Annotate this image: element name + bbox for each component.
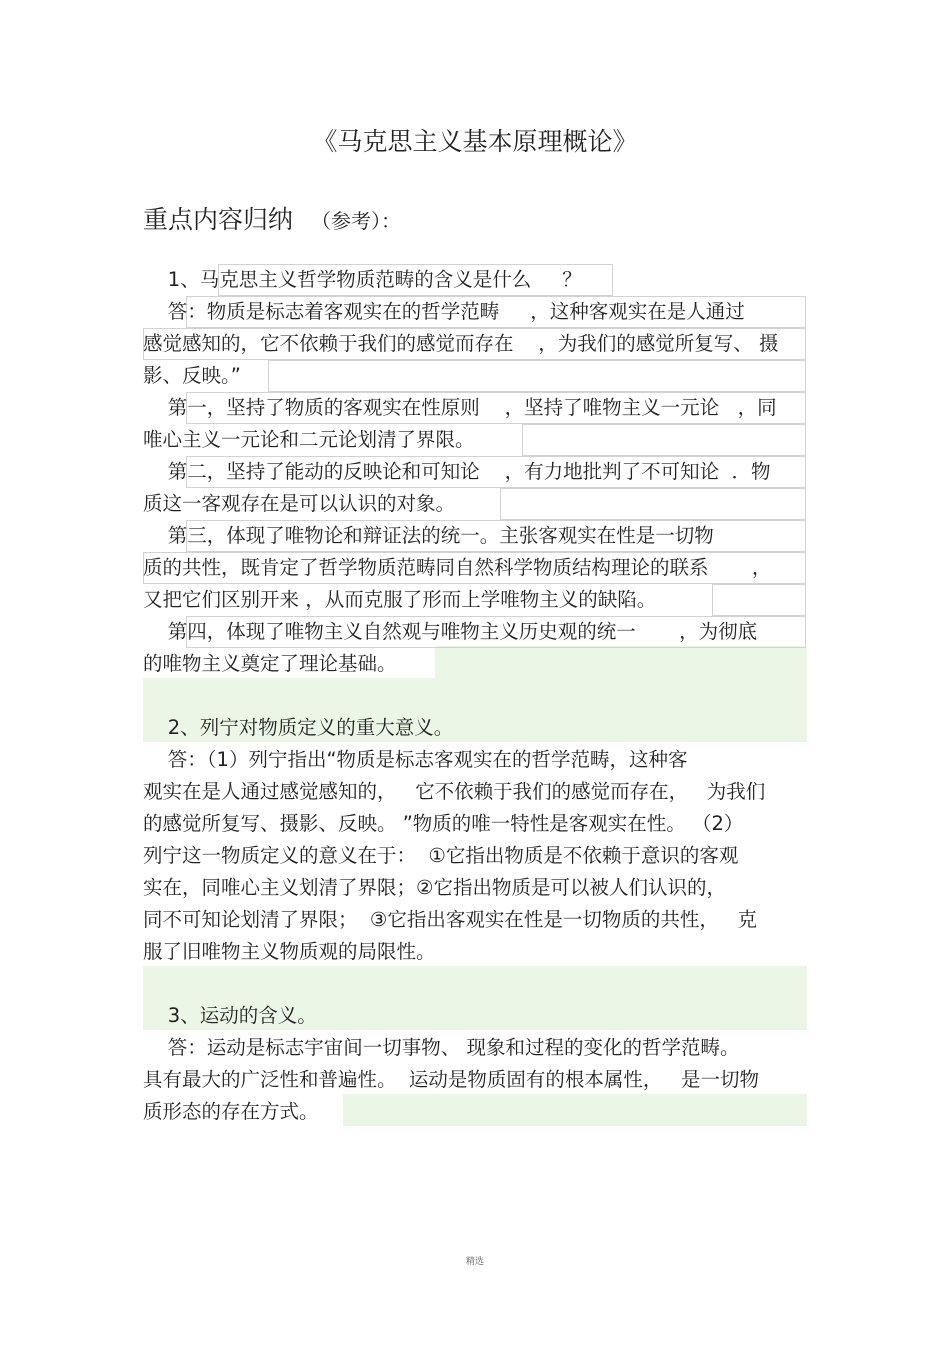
section-heading-main: 重点内容归纳: [143, 205, 294, 234]
text-line: 答：（1）列宁指出“物质是标志客观实在的哲学范畴，这种客: [143, 748, 688, 771]
text-line: 服了旧唯物主义物质观的局限性。: [143, 940, 436, 963]
text-line: 质的共性，既肯定了哲学物质范畴同自然科学物质结构理论的联系 ，: [143, 556, 772, 579]
text-line: 1、马克思主义哲学物质范畴的含义是什么 ？: [143, 268, 582, 291]
text-line: 第三，体现了唯物论和辩证法的统一。主张客观实在性是一切物: [143, 524, 714, 547]
text-line: 质形态的存在方式。: [143, 1100, 319, 1123]
text-line: 答：运动是标志宇宙间一切事物、 现象和过程的变化的哲学范畴。: [143, 1036, 740, 1059]
text-line: 具有最大的广泛性和普遍性。 运动是物质固有的根本属性， 是一切物: [143, 1068, 759, 1091]
text-line: 第二，坚持了能动的反映论和可知论 ，有力地批判了不可知论 ．物: [143, 460, 771, 483]
text-line: 第一，坚持了物质的客观实在性原则 ，坚持了唯物主义一元论 ，同: [143, 396, 777, 419]
text-line: 2、列宁对物质定义的重大意义。: [143, 716, 454, 739]
text-line: 唯心主义一元论和二元论划清了界限。: [143, 428, 475, 451]
text-line: 的感觉所复写、摄影、反映。 ”物质的唯一特性是客观实在性。 （2）: [143, 812, 744, 835]
section-heading: [143, 200, 401, 236]
text-line: 实在，同唯心主义划清了界限；②它指出物质是可以被人们认识的，: [143, 876, 726, 899]
text-line: 感觉感知的，它不依赖于我们的感觉而存在 ，为我们的感觉所复写、 摄: [143, 332, 779, 355]
text-line: 影、反映。”: [143, 364, 241, 387]
text-line: 质这一客观存在是可以认识的对象。: [143, 492, 456, 515]
text-line: 列宁这一物质定义的意义在于： ①它指出物质是不依赖于意识的客观: [143, 844, 739, 867]
text-line: 的唯物主义奠定了理论基础。: [143, 652, 397, 675]
page-footer: 精选: [465, 1257, 484, 1267]
text-line: [143, 968, 808, 1000]
text-line: [143, 680, 808, 712]
text-line: 答：物质是标志着客观实在的哲学范畴 ，这种客观实在是人通过: [143, 300, 745, 323]
text-line: 第四，体现了唯物主义自然观与唯物主义历史观的统一 ，为彻底: [143, 620, 758, 643]
section-heading-note: （参考）：: [311, 209, 402, 233]
text-line: 又把它们区别开来 ，从而克服了形而上学唯物主义的缺陷。: [143, 588, 657, 611]
text-line: 观实在是人通过感觉感知的， 它不依赖于我们的感觉而存在， 为我们: [143, 780, 766, 803]
text-line: 同不可知论划清了界限； ③它指出客观实在性是一切物质的共性， 克: [143, 908, 757, 931]
text-line: 3、运动的含义。: [143, 1004, 317, 1027]
document-title: 《马克思主义基本原理概论》: [312, 127, 638, 156]
